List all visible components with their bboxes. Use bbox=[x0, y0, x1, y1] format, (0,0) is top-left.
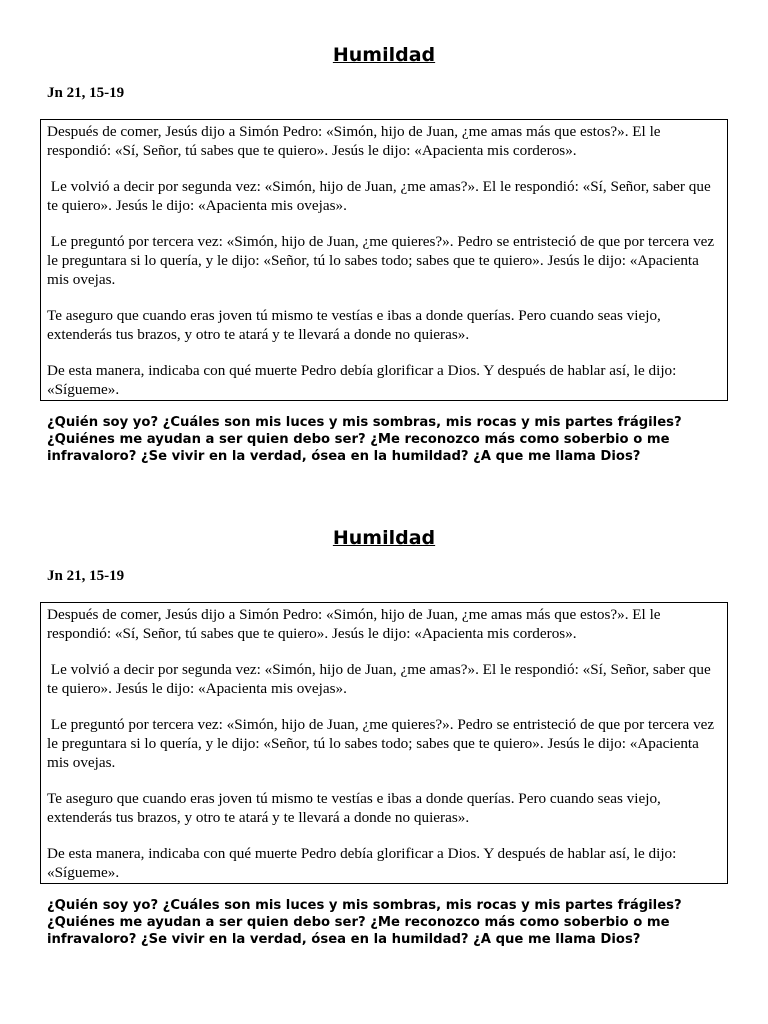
reflection-questions: ¿Quién soy yo? ¿Cuáles son mis luces y mis sombras, mis rocas y mis partes frágiles? ¿Quiénes me ayudan a ser quien debo ser? ¿Me reconozco más como soberbio o me infravaloro? ¿Se vivir en la verdad, ósea en la humildad? ¿A que me llama Dios? bbox=[47, 415, 682, 464]
scripture-reading-box bbox=[40, 602, 728, 884]
reading-paragraph: Le volvió a decir por segunda vez: «Simón, hijo de Juan, ¿me amas?». El le respondió: «Sí, Señor, saber que te quiero». Jesús le dijo: «Apacienta mis ovejas». bbox=[47, 178, 711, 214]
scripture-reading-box bbox=[40, 119, 728, 401]
reading-paragraph: Le preguntó por tercera vez: «Simón, hijo de Juan, ¿me quieres?». Pedro se entristeció de que por tercera vez le preguntara si lo quería, y le dijo: «Señor, tú lo sabes todo; sabes que te quiero». Jesús le dijo: «Apacienta mis ovejas. bbox=[47, 716, 715, 771]
reading-paragraph: De esta manera, indicaba con qué muerte Pedro debía glorificar a Dios. Y después de hablar así, le dijo: «Sígueme». bbox=[47, 845, 677, 881]
reading-paragraph: Después de comer, Jesús dijo a Simón Pedro: «Simón, hijo de Juan, ¿me amas más que estos?». El le respondió: «Sí, Señor, tú sabes que te quiero». Jesús le dijo: «Apacienta mis corderos». bbox=[47, 123, 661, 159]
scripture-reference: Jn 21, 15-19 bbox=[47, 568, 125, 584]
reading-paragraph: Le preguntó por tercera vez: «Simón, hijo de Juan, ¿me quieres?». Pedro se entristeció de que por tercera vez le preguntara si lo quería, y le dijo: «Señor, tú lo sabes todo; sabes que te quiero». Jesús le dijo: «Apacienta mis ovejas. bbox=[47, 233, 715, 288]
scripture-reference: Jn 21, 15-19 bbox=[47, 85, 125, 101]
page-title: Humildad bbox=[332, 527, 436, 549]
reading-paragraph: Te aseguro que cuando eras joven tú mismo te vestías e ibas a donde querías. Pero cuando seas viejo, extenderás tus brazos, y otro te atará y te llevará a donde no quieras». bbox=[47, 790, 661, 826]
reading-paragraph: De esta manera, indicaba con qué muerte Pedro debía glorificar a Dios. Y después de hablar así, le dijo: «Sígueme». bbox=[47, 362, 677, 398]
page-title: Humildad bbox=[332, 44, 436, 66]
reading-paragraph: Te aseguro que cuando eras joven tú mismo te vestías e ibas a donde querías. Pero cuando seas viejo, extenderás tus brazos, y otro te atará y te llevará a donde no quieras». bbox=[47, 307, 661, 343]
reading-paragraph: Después de comer, Jesús dijo a Simón Pedro: «Simón, hijo de Juan, ¿me amas más que estos?». El le respondió: «Sí, Señor, tú sabes que te quiero». Jesús le dijo: «Apacienta mis corderos». bbox=[47, 606, 661, 642]
reading-paragraph: Le volvió a decir por segunda vez: «Simón, hijo de Juan, ¿me amas?». El le respondió: «Sí, Señor, saber que te quiero». Jesús le dijo: «Apacienta mis ovejas». bbox=[47, 661, 711, 697]
reflection-questions: ¿Quién soy yo? ¿Cuáles son mis luces y mis sombras, mis rocas y mis partes frágiles? ¿Quiénes me ayudan a ser quien debo ser? ¿Me reconozco más como soberbio o me infravaloro? ¿Se vivir en la verdad, ósea en la humildad? ¿A que me llama Dios? bbox=[47, 898, 682, 947]
